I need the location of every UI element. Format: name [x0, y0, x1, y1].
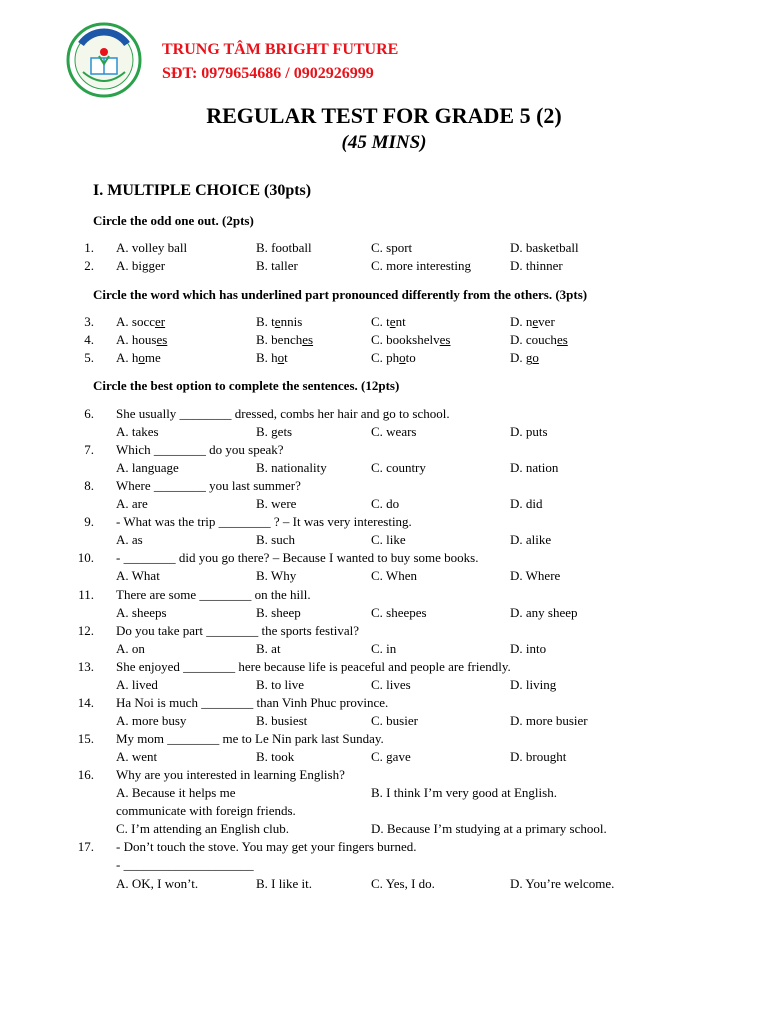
question-14-options	[0, 713, 768, 731]
question-3	[0, 314, 768, 332]
option-a[interactable]: A. language	[116, 460, 179, 475]
underlined-part: o	[532, 350, 539, 365]
question-number: 4.	[84, 332, 94, 347]
instruction-odd-one-out: Circle the odd one out. (2pts)	[93, 213, 254, 228]
option-text: B. h	[256, 350, 278, 365]
underlined-part: es	[439, 332, 451, 347]
option-b[interactable]: B. such	[256, 532, 295, 547]
question-8-options	[0, 496, 768, 514]
option-d[interactable]: D. any sheep	[510, 605, 578, 620]
option-d[interactable]: D. living	[510, 677, 557, 692]
underlined-part: e	[532, 314, 539, 329]
option-a[interactable]: A. takes	[116, 424, 159, 439]
option-text: t	[284, 350, 288, 365]
question-17-options	[0, 876, 768, 894]
question-number: 9.	[84, 514, 94, 529]
option-c[interactable]: C. sport	[371, 240, 413, 255]
option-text: B. t	[256, 314, 275, 329]
option-c[interactable]: C. like	[371, 532, 406, 547]
option-b[interactable]: B. taller	[256, 258, 298, 273]
question-number: 3.	[84, 314, 94, 329]
option-b[interactable]: B. football	[256, 240, 312, 255]
option-text: ver	[538, 314, 555, 329]
underlined-part: o	[138, 350, 145, 365]
question-number: 1.	[84, 240, 94, 255]
option-d[interactable]	[510, 350, 539, 366]
question-2	[0, 258, 768, 276]
option-text: D. n	[510, 314, 533, 329]
option-d[interactable]: D. into	[510, 641, 547, 656]
option-b[interactable]	[256, 350, 288, 366]
option-b[interactable]: B. I like it.	[256, 876, 312, 891]
question-number: 17.	[77, 839, 94, 854]
option-a[interactable]	[116, 350, 161, 366]
question-number: 2.	[84, 258, 94, 273]
option-c[interactable]: C. gave	[371, 749, 411, 764]
question-6-options	[0, 424, 768, 442]
option-text: A. hous	[116, 332, 157, 347]
option-c[interactable]: C. in	[371, 641, 397, 656]
option-b[interactable]: B. I think I’m very good at English.	[371, 785, 557, 800]
option-c[interactable]	[371, 332, 450, 348]
option-a[interactable]: A. as	[116, 532, 143, 547]
option-c[interactable]: C. do	[371, 496, 400, 511]
question-text: She enjoyed ________ here because life is peaceful and people are friendly.	[116, 659, 511, 674]
option-text: nnis	[280, 314, 303, 329]
instruction-best-option: Circle the best option to complete the sentences. (12pts)	[93, 378, 400, 393]
question-1	[0, 240, 768, 258]
option-a[interactable]: A. What	[116, 568, 160, 583]
question-number: 15.	[77, 731, 94, 746]
question-15-stem	[0, 731, 768, 749]
option-text: D. couch	[510, 332, 557, 347]
underlined-part: er	[155, 314, 166, 329]
option-a[interactable]: A. volley ball	[116, 240, 188, 255]
question-7-stem	[0, 442, 768, 460]
question-number: 5.	[84, 350, 94, 365]
option-b[interactable]: B. at	[256, 641, 281, 656]
question-text: - What was the trip ________ ? – It was very interesting.	[116, 514, 412, 529]
underlined-part: e	[274, 314, 281, 329]
option-c[interactable]: C. Yes, I do.	[371, 876, 435, 891]
option-c[interactable]	[371, 350, 416, 366]
option-a-continued[interactable]: communicate with foreign friends.	[116, 803, 296, 818]
option-d[interactable]: D. nation	[510, 460, 559, 475]
question-number: 10.	[77, 550, 94, 565]
question-4	[0, 332, 768, 350]
option-c[interactable]: C. I’m attending an English club.	[116, 821, 289, 836]
option-a[interactable]: A. on	[116, 641, 145, 656]
bright-future-logo	[63, 22, 145, 98]
option-b[interactable]: B. were	[256, 496, 297, 511]
question-9-stem	[0, 514, 768, 532]
option-a[interactable]: A. bigger	[116, 258, 166, 273]
underlined-part: o	[399, 350, 406, 365]
option-a[interactable]: A. OK, I won’t.	[116, 876, 199, 891]
option-c[interactable]: C. busier	[371, 713, 418, 728]
section-heading: I. MULTIPLE CHOICE (30pts)	[93, 182, 312, 199]
option-a[interactable]	[116, 314, 165, 330]
option-text: A. h	[116, 350, 139, 365]
question-8-stem	[0, 478, 768, 496]
option-d[interactable]: D. basketball	[510, 240, 579, 255]
underlined-part: es	[556, 332, 568, 347]
option-text: C. t	[371, 314, 390, 329]
question-16-options-ab	[0, 785, 768, 803]
answer-blank[interactable]: - ____________________	[116, 857, 254, 872]
question-text: Do you take part ________ the sports festival?	[116, 623, 359, 638]
option-c[interactable]	[371, 314, 406, 330]
option-a[interactable]	[116, 332, 167, 348]
option-d[interactable]	[510, 314, 555, 330]
question-text: Which ________ do you speak?	[116, 442, 284, 457]
option-d[interactable]: D. did	[510, 496, 543, 511]
question-number: 8.	[84, 478, 94, 493]
question-12-options	[0, 641, 768, 659]
option-d[interactable]: D. more busier	[510, 713, 588, 728]
question-15-options	[0, 749, 768, 767]
question-6-stem	[0, 406, 768, 424]
option-d[interactable]	[510, 332, 568, 348]
option-a[interactable]: A. went	[116, 749, 158, 764]
option-c[interactable]: C. sheepes	[371, 605, 427, 620]
question-16-option-a-continued	[0, 803, 768, 821]
option-b[interactable]: B. Why	[256, 568, 297, 583]
question-17-answer-line	[0, 857, 768, 875]
option-b[interactable]: B. busiest	[256, 713, 308, 728]
option-a[interactable]: A. more busy	[116, 713, 187, 728]
option-a[interactable]: A. lived	[116, 677, 158, 692]
option-b[interactable]	[256, 314, 302, 330]
option-a[interactable]: A. sheeps	[116, 605, 167, 620]
option-b[interactable]	[256, 332, 313, 348]
underlined-part: es	[302, 332, 314, 347]
test-duration: (45 MINS)	[341, 132, 427, 153]
question-text: Where ________ you last summer?	[116, 478, 301, 493]
question-16-options-cd	[0, 821, 768, 839]
option-d[interactable]: D. Because I’m studying at a primary school.	[371, 821, 607, 836]
question-number: 13.	[77, 659, 94, 674]
option-c[interactable]: C. lives	[371, 677, 411, 692]
option-text: D. g	[510, 350, 533, 365]
question-text: My mom ________ me to Le Nin park last Sunday.	[116, 731, 384, 746]
question-10-options	[0, 568, 768, 586]
option-d[interactable]: D. Where	[510, 568, 561, 583]
question-text: There are some ________ on the hill.	[116, 587, 311, 602]
option-a[interactable]: A. are	[116, 496, 148, 511]
option-c[interactable]: C. When	[371, 568, 417, 583]
option-b[interactable]: B. nationality	[256, 460, 327, 475]
question-9-options	[0, 532, 768, 550]
question-7-options	[0, 460, 768, 478]
option-c[interactable]: C. wears	[371, 424, 417, 439]
question-16-stem	[0, 767, 768, 785]
option-b[interactable]: B. sheep	[256, 605, 301, 620]
question-text: - ________ did you go there? – Because I wanted to buy some books.	[116, 550, 479, 565]
center-name: TRUNG TÂM BRIGHT FUTURE	[162, 41, 399, 58]
option-d[interactable]: D. You’re welcome.	[510, 876, 615, 891]
option-text: A. socc	[116, 314, 155, 329]
question-number: 11.	[78, 587, 94, 602]
question-number: 7.	[84, 442, 94, 457]
question-13-options	[0, 677, 768, 695]
question-10-stem	[0, 550, 768, 568]
question-number: 16.	[77, 767, 94, 782]
option-d[interactable]: D. puts	[510, 424, 548, 439]
option-text: to	[405, 350, 416, 365]
option-b[interactable]: B. to live	[256, 677, 305, 692]
option-text: C. ph	[371, 350, 400, 365]
question-11-stem	[0, 587, 768, 605]
question-11-options	[0, 605, 768, 623]
option-text: nt	[395, 314, 406, 329]
option-b[interactable]: B. gets	[256, 424, 293, 439]
option-text: C. bookshelv	[371, 332, 440, 347]
underlined-part: e	[389, 314, 396, 329]
question-5	[0, 350, 768, 368]
option-d[interactable]: D. alike	[510, 532, 552, 547]
question-text: - Don’t touch the stove. You may get your fingers burned.	[116, 839, 417, 854]
option-d[interactable]: D. thinner	[510, 258, 563, 273]
underlined-part: o	[277, 350, 285, 365]
option-text: B. bench	[256, 332, 303, 347]
question-text: She usually ________ dressed, combs her hair and go to school.	[116, 406, 450, 421]
question-12-stem	[0, 623, 768, 641]
question-number: 6.	[84, 406, 94, 421]
question-text: Why are you interested in learning English?	[116, 767, 345, 782]
test-title: REGULAR TEST FOR GRADE 5 (2)	[206, 103, 562, 128]
question-number: 14.	[77, 695, 94, 710]
option-text: me	[144, 350, 161, 365]
center-phone: SĐT: 0979654686 / 0902926999	[162, 65, 374, 82]
question-14-stem	[0, 695, 768, 713]
underlined-part: es	[156, 332, 168, 347]
instruction-pronunciation: Circle the word which has underlined part pronounced differently from the others. (3pts)	[93, 287, 588, 302]
option-c[interactable]: C. more interesting	[371, 258, 472, 273]
question-text: Ha Noi is much ________ than Vinh Phuc province.	[116, 695, 389, 710]
option-c[interactable]: C. country	[371, 460, 426, 475]
option-d[interactable]: D. brought	[510, 749, 567, 764]
question-13-stem	[0, 659, 768, 677]
option-b[interactable]: B. took	[256, 749, 295, 764]
question-17-stem	[0, 839, 768, 857]
option-a[interactable]: A. Because it helps me	[116, 785, 236, 800]
question-number: 12.	[77, 623, 94, 638]
